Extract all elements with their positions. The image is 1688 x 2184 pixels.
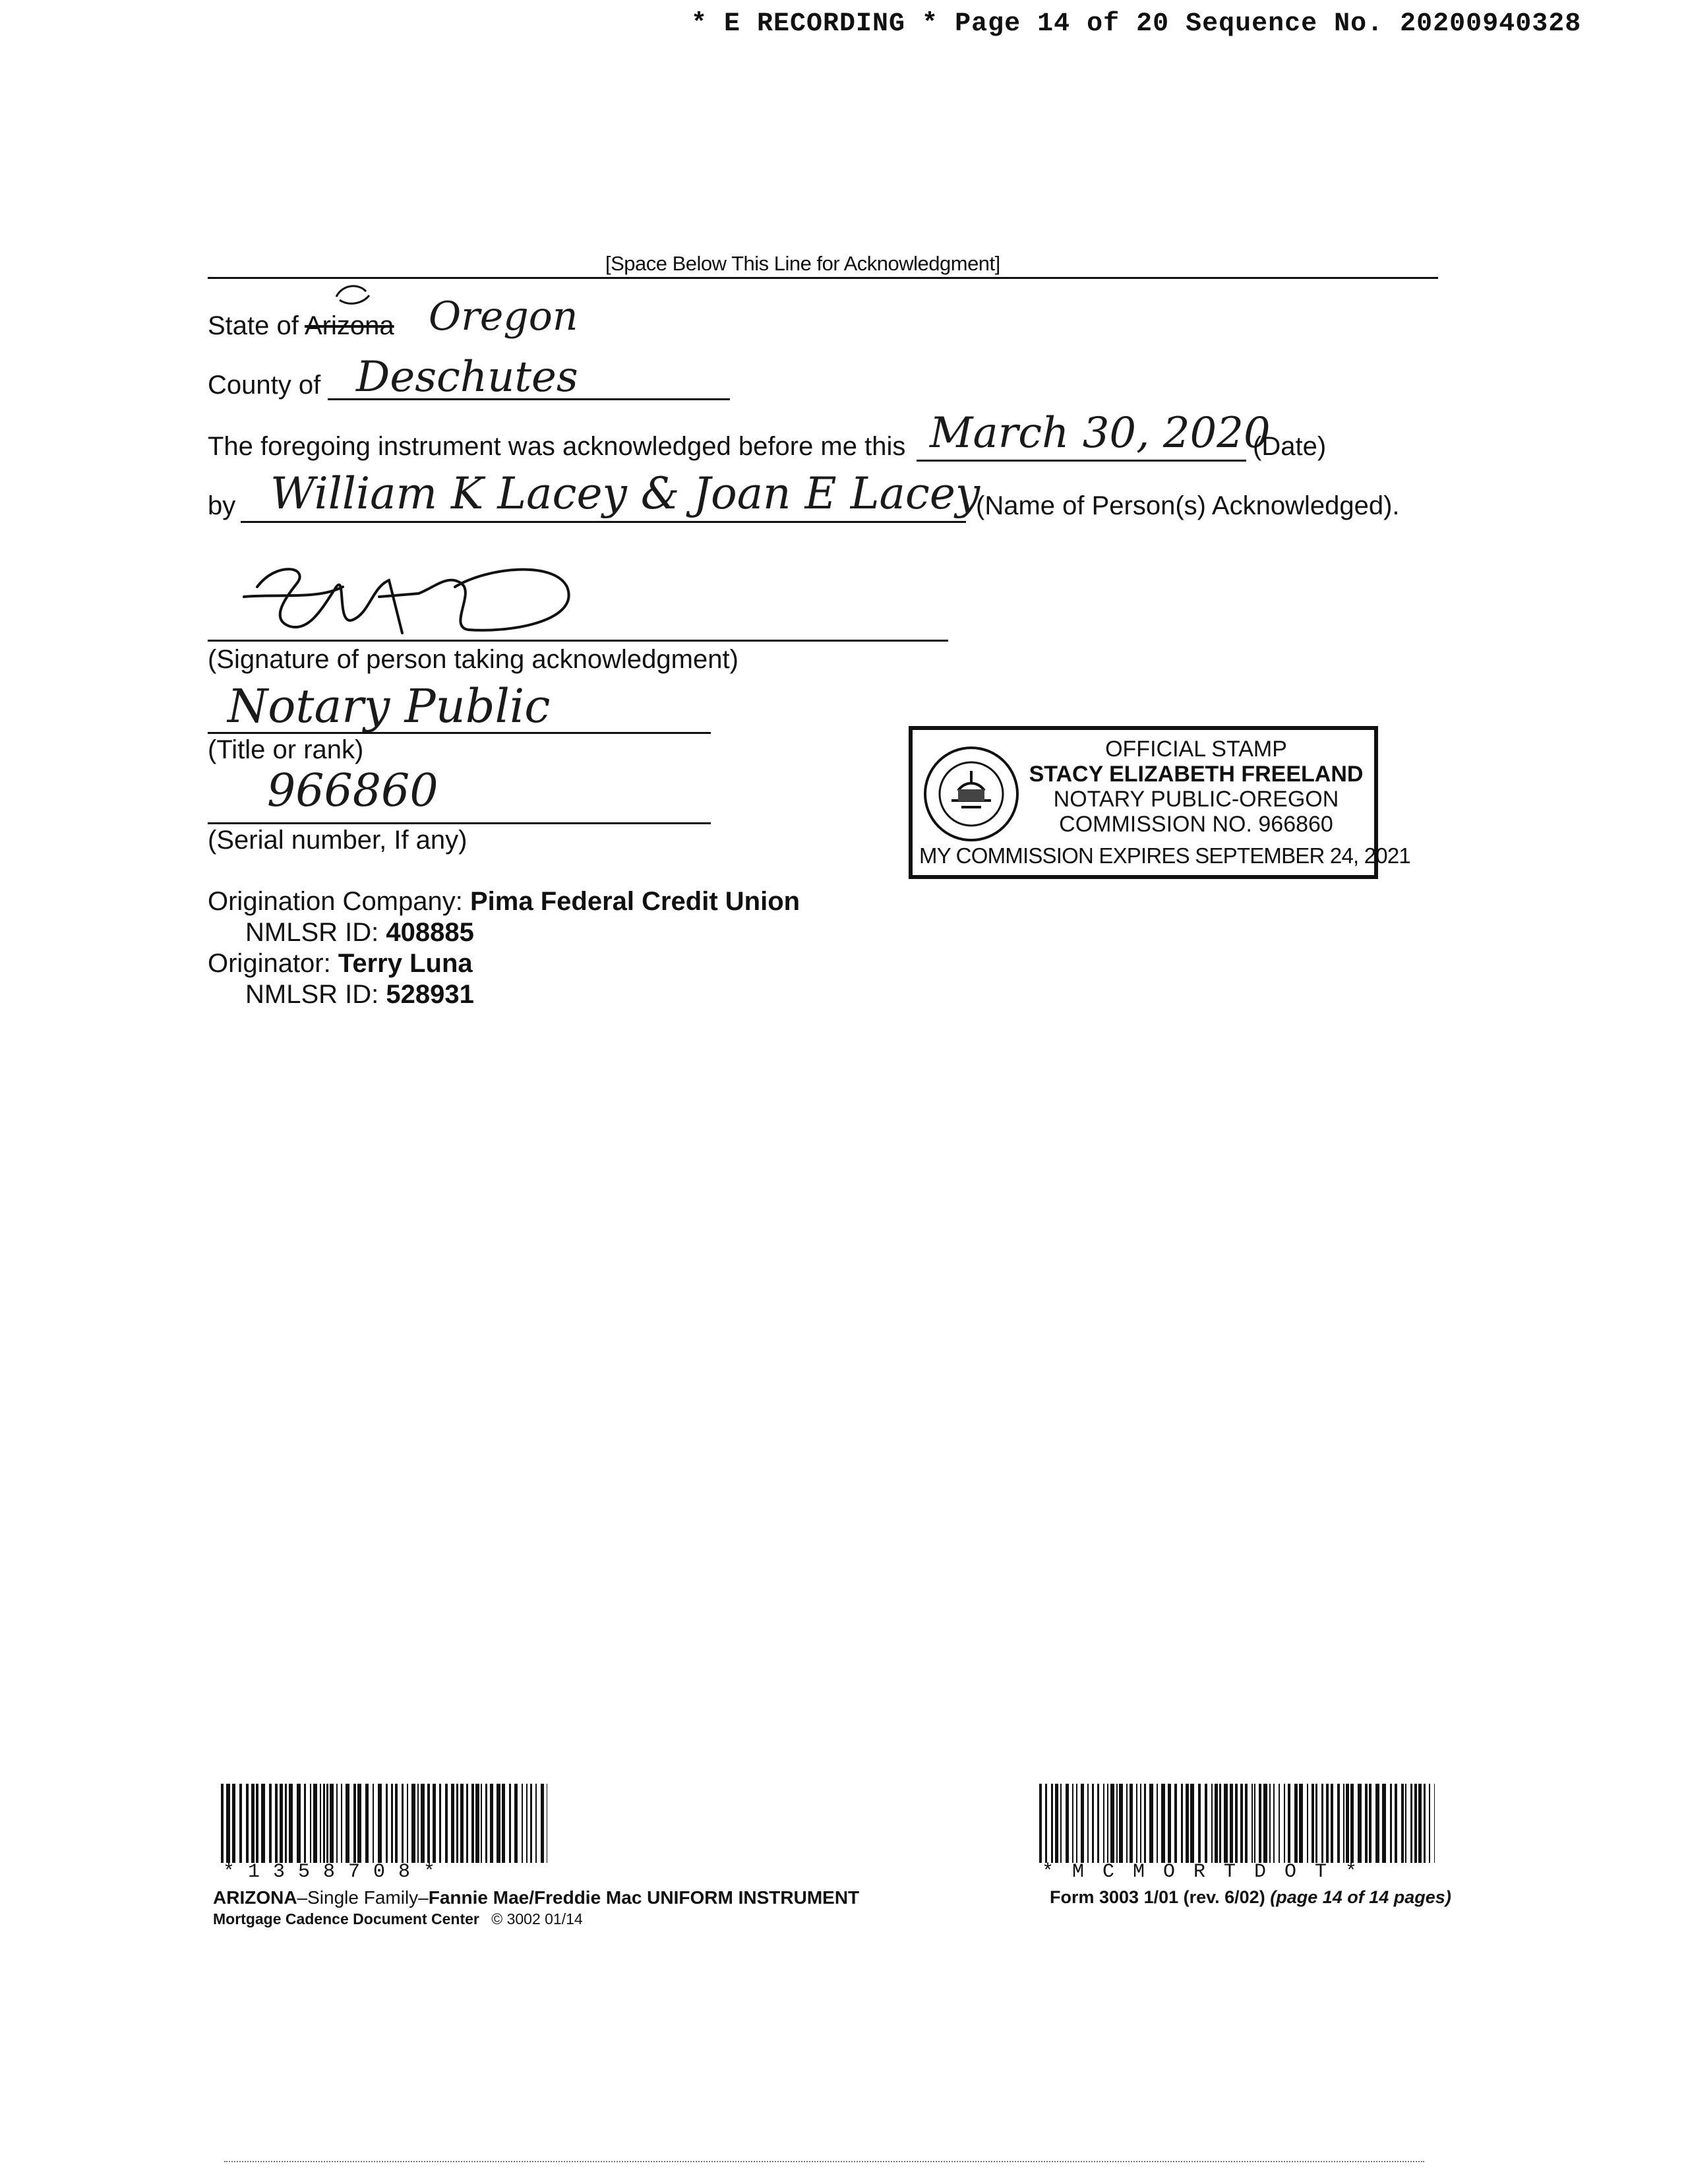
barcode-bar <box>485 1784 487 1863</box>
barcode-bar <box>407 1784 408 1863</box>
barcode-bar <box>1337 1784 1340 1863</box>
barcode-bar <box>1087 1784 1089 1863</box>
barcode-bar <box>1311 1784 1314 1863</box>
barcode-bar <box>1273 1784 1275 1863</box>
serial-handwritten: 966860 <box>267 765 438 817</box>
signature-label: (Signature of person taking acknowledgment) <box>208 645 738 674</box>
barcode-bar <box>275 1784 278 1863</box>
barcode-bar <box>497 1784 500 1863</box>
barcode-bar <box>522 1784 523 1863</box>
barcode-bar <box>269 1784 272 1863</box>
barcode-bar <box>1418 1784 1422 1863</box>
barcode-bar <box>1198 1784 1201 1863</box>
barcode-bar <box>1390 1784 1392 1863</box>
barcode-bar <box>226 1784 230 1863</box>
barcode-bar <box>1288 1784 1290 1863</box>
barcode-bar <box>1240 1784 1243 1863</box>
barcode-bar <box>1382 1784 1386 1863</box>
date-label: (Date) <box>1253 432 1327 461</box>
barcode-bar <box>1401 1784 1404 1863</box>
barcode-bar <box>1119 1784 1123 1863</box>
barcode-bar <box>466 1784 468 1863</box>
barcode-bar <box>386 1784 388 1863</box>
acknowledgment-top-rule <box>208 277 1438 279</box>
persons-handwritten: William K Lacey & Joan E Lacey <box>270 468 980 519</box>
barcode-bar <box>490 1784 493 1863</box>
barcode-bar <box>1315 1784 1317 1863</box>
barcode-bar <box>261 1784 265 1863</box>
barcode-bar <box>313 1784 317 1863</box>
barcode-right <box>1039 1784 1435 1863</box>
stamp-expires: MY COMMISSION EXPIRES SEPTEMBER 24, 2021 <box>919 843 1410 868</box>
barcode-bar <box>1219 1784 1221 1863</box>
barcode-bar <box>1055 1784 1058 1863</box>
barcode-bar <box>1097 1784 1099 1863</box>
barcode-bar <box>1081 1784 1084 1863</box>
barcode-bar <box>330 1784 334 1863</box>
barcode-bar <box>1434 1784 1435 1863</box>
origination-company <box>208 887 800 917</box>
barcode-left <box>221 1784 547 1863</box>
barcode-bar <box>1251 1784 1253 1863</box>
barcode-bar <box>427 1784 430 1863</box>
barcode-bar <box>341 1784 342 1863</box>
barcode-bar <box>471 1784 474 1863</box>
barcode-bar <box>1092 1784 1094 1863</box>
barcode-bar <box>1144 1784 1146 1863</box>
footer-state: ARIZONA <box>213 1887 297 1908</box>
barcode-bar <box>1136 1784 1137 1863</box>
barcode-bar <box>1066 1784 1069 1863</box>
barcode-bar <box>1181 1784 1183 1863</box>
barcode-bar <box>1168 1784 1171 1863</box>
company-nmlsr-label: NMLSR ID: <box>245 918 379 947</box>
barcode-bar <box>326 1784 328 1863</box>
foregoing-text: The foregoing instrument was acknowledged before me this <box>208 432 906 461</box>
barcode-bar <box>353 1784 356 1863</box>
barcode-bar <box>391 1784 393 1863</box>
barcode-bar <box>1076 1784 1077 1863</box>
notary-stamp <box>909 726 1410 879</box>
footer-left-line1 <box>213 1887 859 1908</box>
barcode-bar <box>1350 1784 1354 1863</box>
barcode-bar <box>1284 1784 1285 1863</box>
barcode-bar <box>1103 1784 1104 1863</box>
origination-company-value: Pima Federal Credit Union <box>469 887 800 916</box>
barcode-bar <box>1263 1784 1267 1863</box>
footer-form-number: Form 3003 1/01 (rev. 6/02) <box>1050 1887 1265 1907</box>
title-line <box>208 732 711 734</box>
barcode-bar <box>514 1784 518 1863</box>
company-nmlsr-value: 408885 <box>386 918 474 947</box>
barcode-bar <box>1051 1784 1053 1863</box>
barcode-bar <box>1299 1784 1303 1863</box>
footer-page-count: (page 14 of 14 pages) <box>1270 1887 1451 1907</box>
persons-label: (Name of Person(s) Acknowledged). <box>976 491 1400 520</box>
barcode-bar <box>1369 1784 1372 1863</box>
footer-family: –Single Family– <box>297 1887 429 1908</box>
barcode-bar <box>541 1784 544 1863</box>
by-label: by <box>208 491 236 520</box>
county-label: County of <box>208 371 321 400</box>
stamp-line-title: OFFICIAL STAMP <box>1105 737 1287 762</box>
date-line <box>917 460 1246 462</box>
originator-value: Terry Luna <box>338 949 473 978</box>
barcode-bar <box>411 1784 415 1863</box>
barcode-bar <box>481 1784 482 1863</box>
barcode-bar <box>1215 1784 1218 1863</box>
barcode-bar <box>1326 1784 1329 1863</box>
serial-label: (Serial number, If any) <box>208 826 467 855</box>
barcode-bar <box>1259 1784 1261 1863</box>
originator-nmlsr-value: 528931 <box>386 980 474 1009</box>
state-struck-value: Arizona <box>305 311 394 340</box>
barcode-bar <box>1205 1784 1207 1863</box>
barcode-bar <box>1254 1784 1255 1863</box>
title-handwritten: Notary Public <box>227 679 551 733</box>
barcode-bar <box>1161 1784 1165 1863</box>
barcode-bar <box>475 1784 479 1863</box>
barcode-bar <box>1130 1784 1133 1863</box>
barcode-bar <box>433 1784 436 1863</box>
barcode-bar <box>445 1784 448 1863</box>
barcode-bar <box>280 1784 283 1863</box>
barcode-bar <box>373 1784 374 1863</box>
barcode-bar <box>310 1784 311 1863</box>
barcode-bar <box>1294 1784 1298 1863</box>
barcode-bar <box>1072 1784 1073 1863</box>
barcode-bar <box>395 1784 398 1863</box>
barcode-bar <box>1269 1784 1271 1863</box>
barcode-bar <box>289 1784 293 1863</box>
origination-company-label: Origination Company: <box>208 887 463 916</box>
barcode-bar <box>1039 1784 1042 1863</box>
barcode-bar <box>1230 1784 1233 1863</box>
serial-line <box>208 822 711 824</box>
state-correction-mark <box>330 277 376 310</box>
barcode-bar <box>1321 1784 1323 1863</box>
footer-right-line1 <box>1050 1887 1451 1908</box>
state-handwritten: Oregon <box>429 293 578 340</box>
barcode-bar <box>221 1784 224 1863</box>
barcode-bar <box>526 1784 528 1863</box>
barcode-bar <box>1140 1784 1141 1863</box>
barcode-bar <box>1174 1784 1177 1863</box>
barcode-bar <box>1245 1784 1248 1863</box>
barcode-bar <box>1279 1784 1280 1863</box>
barcode-bar <box>1365 1784 1368 1863</box>
barcode-bar <box>535 1784 537 1863</box>
originator <box>208 949 473 979</box>
oregon-seal-icon <box>922 744 1021 843</box>
barcode-bar <box>1060 1784 1062 1863</box>
barcode-bar <box>1307 1784 1308 1863</box>
barcode-bar <box>1414 1784 1417 1863</box>
scan-artifact-line <box>224 2161 1424 2162</box>
barcode-bar <box>1190 1784 1194 1863</box>
barcode-bar <box>509 1784 511 1863</box>
barcode-bar <box>1410 1784 1412 1863</box>
barcode-bar <box>1186 1784 1189 1863</box>
barcode-bar <box>1375 1784 1379 1863</box>
county-handwritten: Deschutes <box>356 353 578 402</box>
originator-nmlsr-label: NMLSR ID: <box>245 980 379 1009</box>
barcode-bar <box>365 1784 369 1863</box>
barcode-bar <box>320 1784 321 1863</box>
barcode-bar <box>1424 1784 1426 1863</box>
barcode-bar <box>451 1784 454 1863</box>
barcode-bar <box>256 1784 258 1863</box>
persons-line <box>241 521 966 523</box>
barcode-bar <box>439 1784 441 1863</box>
state-label: State of <box>208 311 299 340</box>
barcode-left-text: *1358708* <box>223 1861 449 1883</box>
space-below-label: [Space Below This Line for Acknowledgment] <box>605 252 1000 275</box>
originator-nmlsr <box>245 980 474 1010</box>
barcode-bar <box>1395 1784 1397 1863</box>
barcode-bar <box>1116 1784 1118 1863</box>
barcode-bar <box>251 1784 255 1863</box>
barcode-bar <box>323 1784 325 1863</box>
barcode-bar <box>239 1784 242 1863</box>
barcode-bar <box>421 1784 425 1863</box>
barcode-bar <box>1429 1784 1430 1863</box>
barcode-bar <box>232 1784 235 1863</box>
barcode-bar <box>304 1784 306 1863</box>
barcode-bar <box>530 1784 532 1863</box>
barcode-bar <box>1211 1784 1213 1863</box>
date-handwritten: March 30, 2020 <box>930 409 1271 458</box>
barcode-bar <box>1045 1784 1047 1863</box>
barcode-bar <box>456 1784 458 1863</box>
title-label: (Title or rank) <box>208 735 364 764</box>
barcode-bar <box>378 1784 382 1863</box>
barcode-bar <box>297 1784 301 1863</box>
stamp-line-name: STACY ELIZABETH FREELAND <box>1029 762 1364 787</box>
barcode-bar <box>1346 1784 1349 1863</box>
stamp-line-commission: COMMISSION NO. 966860 <box>1059 812 1333 837</box>
barcode-bar <box>1343 1784 1344 1863</box>
barcode-bar <box>1107 1784 1108 1863</box>
barcode-bar <box>346 1784 349 1863</box>
stamp-line-role: NOTARY PUBLIC-OREGON <box>1053 787 1339 812</box>
barcode-bar <box>1149 1784 1153 1863</box>
barcode-bar <box>502 1784 505 1863</box>
footer-form-code: © 3002 01/14 <box>491 1910 583 1927</box>
barcode-right-text: *MCMORTDOT* <box>1042 1861 1376 1883</box>
barcode-bar <box>1405 1784 1406 1863</box>
barcode-bar <box>460 1784 464 1863</box>
barcode-bar <box>246 1784 249 1863</box>
barcode-bar <box>1358 1784 1362 1863</box>
footer-uniform: Fannie Mae/Freddie Mac UNIFORM INSTRUMENT <box>428 1887 860 1908</box>
signature-line <box>208 640 948 642</box>
company-nmlsr <box>245 918 474 948</box>
barcode-bar <box>417 1784 419 1863</box>
notary-signature <box>237 547 607 646</box>
originator-label: Originator: <box>208 949 331 978</box>
barcode-bar <box>1331 1784 1333 1863</box>
barcode-bar <box>1224 1784 1228 1863</box>
footer-left-line2 <box>213 1910 583 1928</box>
barcode-bar <box>1235 1784 1238 1863</box>
footer-doc-center: Mortgage Cadence Document Center <box>213 1910 479 1927</box>
barcode-bar <box>336 1784 338 1863</box>
barcode-bar <box>402 1784 404 1863</box>
barcode-bar <box>1157 1784 1158 1863</box>
recording-header: * E RECORDING * Page 14 of 20 Sequence No. 20200940328 <box>691 9 1582 39</box>
barcode-bar <box>357 1784 361 1863</box>
barcode-bar <box>285 1784 287 1863</box>
barcode-bar <box>1110 1784 1114 1863</box>
barcode-bar <box>1126 1784 1128 1863</box>
